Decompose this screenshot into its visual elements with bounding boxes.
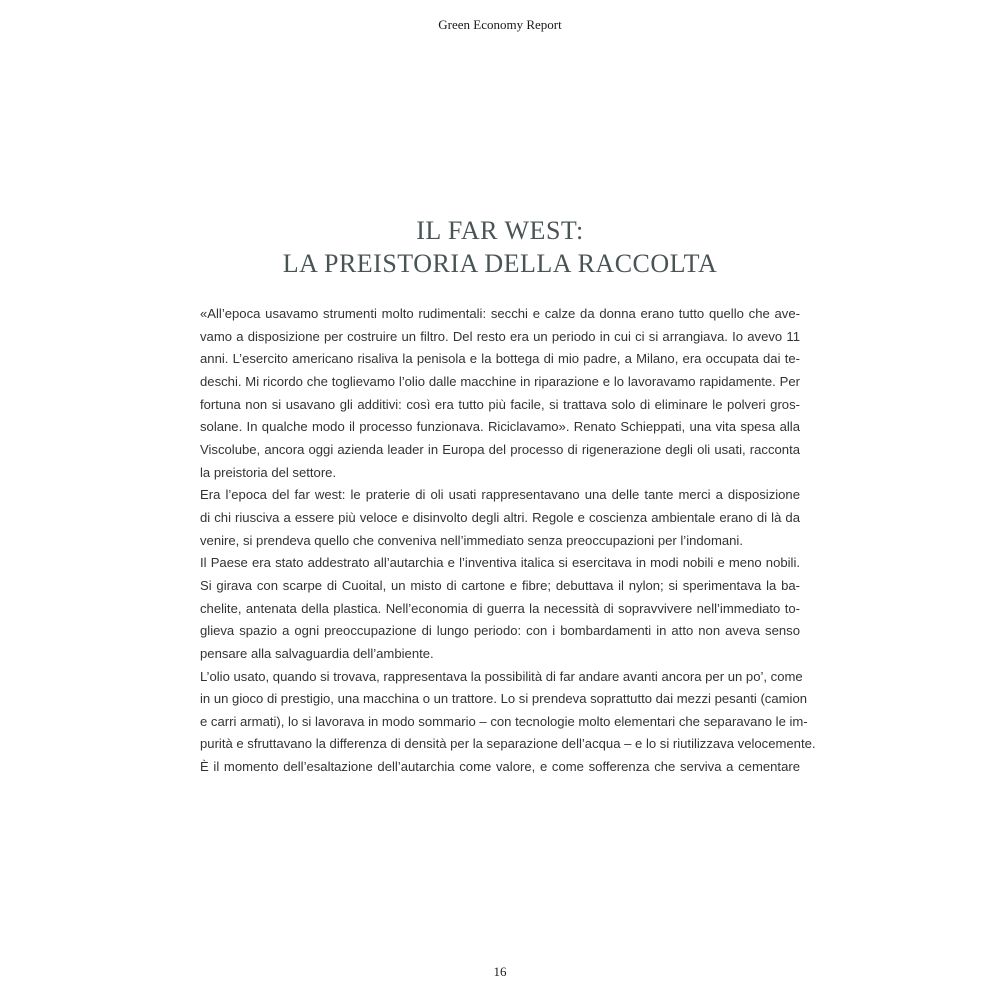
body-line: «All’epoca usavamo strumenti molto rudimentali: secchi e calze da donna erano tutto quello che ave- <box>200 306 800 321</box>
body-line: È il momento dell’esaltazione dell’autarchia come valore, e come sofferenza che serviva a cementare <box>200 759 800 775</box>
body-line: fortuna non si usavano gli additivi: così era tutto più facile, si trattava solo di eliminare le polveri gros- <box>200 396 800 412</box>
body-line: L’olio usato, quando si trovava, rappresentava la possibilità di far andare avanti ancora per un po’, come <box>200 668 803 684</box>
body-line: glieva spazio a ogni preoccupazione di lungo periodo: con i bombardamenti in atto non aveva senso <box>200 623 800 639</box>
body-line: Era l’epoca del far west: le praterie di oli usati rappresentavano una delle tante merci a disposizione <box>200 487 800 503</box>
body-line: purità e sfruttavano la differenza di densità per la separazione dell’acqua – e lo si riutilizzava velocemente. <box>200 736 816 752</box>
body-line: la preistoria del settore. <box>200 464 337 480</box>
body-line: chelite, antenata della plastica. Nell’economia di guerra la necessità di sopravvivere nell’immediato to- <box>200 600 800 616</box>
body-line: Si girava con scarpe di Cuoital, un misto di cartone e fibre; debuttava il nylon; si sperimentava la ba- <box>200 577 800 593</box>
body-line: Viscolube, ancora oggi azienda leader in Europa del processo di rigenerazione degli oli usati, racconta <box>200 441 800 457</box>
body-line: deschi. Mi ricordo che toglievamo l’olio dalle macchine in riparazione e lo lavoravamo rapidamente. Per <box>200 373 800 389</box>
body-line: e carri armati), lo si lavorava in modo sommario – con tecnologie molto elementari che separavano le im- <box>200 713 808 729</box>
body-line: pensare alla salvaguardia dell’ambiente. <box>200 645 434 661</box>
chapter-title-line-2: LA PREISTORIA DELLA RACCOLTA <box>282 249 718 278</box>
body-line: solane. In qualche modo il processo funzionava. Riciclavamo». Renato Schieppati, una vita spesa alla <box>200 419 800 435</box>
page-number: 16 <box>493 964 507 979</box>
body-line: in un gioco di prestigio, una macchina o un trattore. Lo si prendeva soprattutto dai mezzi pesanti (camion <box>200 691 808 707</box>
chapter-title-line-1: IL FAR WEST: <box>416 216 584 245</box>
chapter-title <box>0 214 1000 280</box>
body-text <box>200 303 816 779</box>
body-line: venire, si prendeva quello che conveniva nell’immediato senza preoccupazioni per l’indomani. <box>200 532 743 548</box>
body-line: vamo a disposizione per costruire un filtro. Del resto era un periodo in cui ci si arrangiava. Io avevo 11 <box>200 328 800 344</box>
body-line: anni. L’esercito americano risaliva la penisola e la bottega di mio padre, a Milano, era occupata dai te- <box>200 351 800 367</box>
body-line: Il Paese era stato addestrato all’autarchia e l’inventiva italica si esercitava in modi nobili e meno nobili. <box>200 555 800 571</box>
body-line: di chi riusciva a essere più veloce e disinvolto degli altri. Regole e coscienza ambientale erano di là da <box>200 509 800 525</box>
running-header: Green Economy Report <box>438 17 562 32</box>
